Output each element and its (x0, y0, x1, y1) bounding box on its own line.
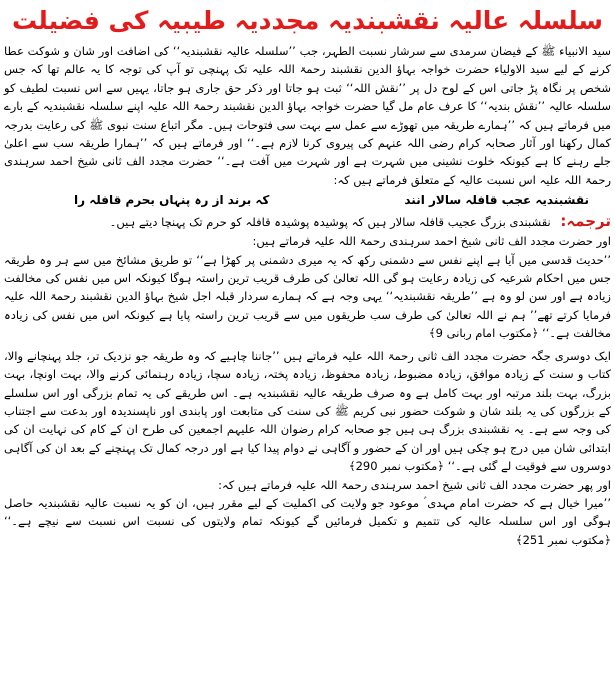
persian-verse (4, 189, 611, 211)
verse-left-hemistich: کہ برند از رہ پنہاں بحرم قافلہ را (74, 193, 270, 208)
paragraph-imam-mahdi (4, 494, 611, 549)
page-title: سلسلہ عالیہ نقشبندیہ مجددیہ طیبیہ کی فضیلت (11, 6, 604, 35)
paragraph-intro: سید الانبیاء ﷺ کے فیضان سرمدی سے سرشار نسبت الطہر، جب ’’سلسلہ عالیہ نقشبندیہ‘‘ کی اضافت اور شان و شوکت عطا کرنے کے لیے سید الاولیاء حضرت خواجہ بہاؤ الدین نقشبند رحمۃ اللہ علیہ تک پہنچی تو آپ کی توجہ کا یہ عالم تھا کہ جس شخص پر نگاہ پڑ جاتی اس کے لوح دل پر ’’نقش اللہ‘‘ ثبت ہو جاتا اور ذکر حق جاری ہو جاتا، یہیں سے اس نسبت لطیف کو سلسلہ عالیہ ’’نقش بندیہ‘‘ کا عرف عام مل گیا حضرت خواجہ بہاؤ الدین نقشبند رحمۃ اللہ علیہ اپنے سلسلہ نقشبندیہ کے بارے میں فرماتے ہیں کہ ’’ہمارے طریقہ میں تھوڑے سے عمل سے بہت سی فتوحات ہیں۔ مگر اتباع سنت نبوی ﷺ کی رعایت بدرجہ کمال رکھنا اور آثار صحابہ کرام رضی اللہ عنہم کی پیروی کرنا لازم ہے۔‘‘ اور فرماتے ہیں کہ ’’ہمارا طریقہ سب سے اعلیٰ جلے رہنے کا ہے کیونکہ خلوت نشینی میں شہرت ہے اور شہرت میں آفت ہے۔‘‘ حضرت مجدد الف ثانی شیخ احمد سرہندی رحمۃ اللہ علیہ اس نسبت عالیہ کے متعلق فرماتے ہیں کہ: (4, 44, 611, 187)
imam-mahdi-text: ’’میرا خیال ہے کہ حضرت امام مہدی ؑ موعود جو ولایت کی اکملیت کے لیے مقرر ہیں، ان کو یہ نسبت عالیہ نقشبندیہ حاصل ہوگی اور اس سلسلہ عالیہ کی تتمیم و تکمیل فرمائیں گے کیونکہ تمام ولایتوں کی نسبت اس نسبت سے نیچے ہے۔‘‘ (4, 495, 611, 529)
reference-text: مکتوب امام ربانی 9 (435, 326, 532, 341)
paragraph-mujaddid-again: اور پھر حضرت مجدد الف ثانی شیخ احمد سرہندی رحمۃ اللہ علیہ فرماتے ہیں کہ: (218, 477, 611, 492)
translation-label: ترجمہ: (560, 212, 611, 231)
verse-right-hemistich: نقشبندیہ عجب قافلہ سالار انند (404, 193, 589, 208)
article-body (4, 42, 611, 549)
paragraph-mujaddid-intro: اور حضرت مجدد الف ثانی شیخ احمد سرہندی رحمۃ اللہ علیہ فرماتے ہیں: (252, 234, 611, 249)
reference-maktub-290: ﴿مکتوب نمبر 290﴾ (348, 459, 445, 474)
paragraph-another-place (4, 347, 611, 476)
hadith-qudsi-text: ’’حدیث قدسی میں آیا ہے اپنے نفس سے دشمنی رکھ کہ یہ میری دشمنی پر کھڑا ہے‘‘ تو طریق مشائخ میں سے ہر وہ طریقہ جس میں احکام شرعیہ کی زیادہ رعایت ہو گی اللہ تعالیٰ کی طرف قریب ترین راستہ ہوگا کیونکہ اس میں نفس کی مخالفت زیادہ ہے اور سن لو وہ ہے ’’طریقہ نقشبندیہ‘‘ یہی وجہ ہے کہ ہمارے سردار قبلہ اجل شیخ بہاؤ الدین نقشبند رحمۃ اللہ علیہ فرمایا کرتے تھے’’ ہم نے اللہ تعالیٰ کی طرف سب طریقوں میں سے قریب ترین راستہ پایا ہے کیونکہ اس میں نفس کی زیادہ مخالفت ہے۔‘‘ (4, 252, 611, 341)
reference-text: مکتوب نمبر 251 (522, 532, 605, 547)
paragraph-hadith-qudsi (4, 251, 611, 343)
reference-maktub-9: ﴿مکتوب امام ربانی 9﴾ (428, 326, 539, 341)
translation-text: نقشبندی بزرگ عجیب قافلہ سالار ہیں کہ پوشیدہ پوشیدہ قافلہ کو حرم تک پہنچا دیتے ہیں۔ (109, 215, 551, 230)
another-place-text: ایک دوسری جگہ حضرت مجدد الف ثانی رحمۃ اللہ علیہ فرماتے ہیں ’’جاننا چاہیے کہ وہ طریقہ جو نزدیک تر، جلد پہنچانے والا، کتاب و سنت کے زیادہ موافق، زیادہ مضبوط، زیادہ محفوظ، زیادہ پختہ، زیادہ سچا، زیادہ رہنمائی کرنے والا، بہت اونچا، بہت بزرگ، بہت بلند مرتبہ اور بہت کامل ہے وہ صرف طریقہ عالیہ نقشبندیہ ہے۔ اس طریقے کی یہ تمام بزرگی اور اس سلسلے کے بزرگوں کی یہ بلند شان و شوکت حضور نبی کریم ﷺ کی سنت کی متابعت اور پابندی اور ناپسندیدہ اور بدعت سے اجتناب کی وجہ سے ہے۔ یہ نقشبندی بزرگ ہی ہیں جو صحابہ کرام رضوان اللہ علیہم اجمعین کی طرح ان کے کام کی نہایت ان کی ابتدائی شان میں درج ہو چکی ہیں اور ان کے حضور و آگاہی نے دوام پیدا کیا ہے اور درجہ کمال تک پہنچنے کے بعد ان کی آگاہی دوسروں سے فوقیت لے گئی ہے۔‘‘ (4, 348, 611, 474)
translation-row (4, 211, 611, 232)
reference-text: مکتوب نمبر 290 (355, 459, 438, 474)
reference-maktub-251: ﴿مکتوب نمبر 251﴾ (515, 532, 611, 547)
